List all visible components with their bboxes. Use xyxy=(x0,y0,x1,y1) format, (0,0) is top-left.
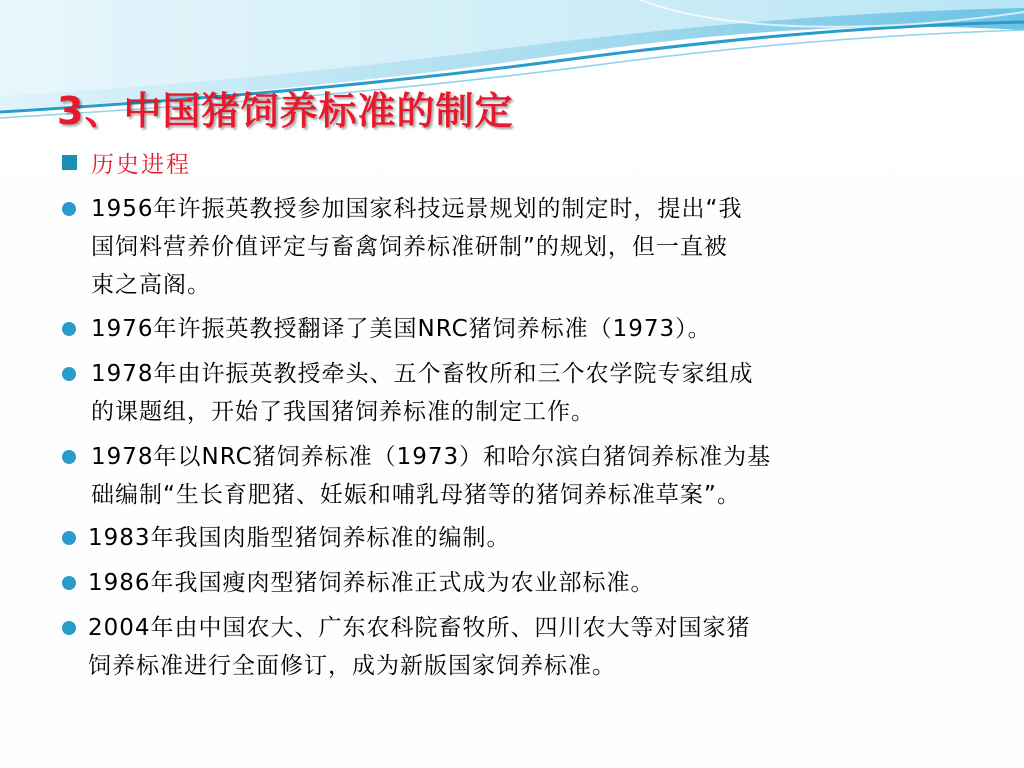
item-line: 饲养标准进行全面修订，成为新版国家饲养标准。 xyxy=(88,653,616,679)
item-line: 的课题组，开始了我国猪饲养标准的制定工作。 xyxy=(91,399,595,425)
square-bullet-icon xyxy=(62,155,77,170)
circle-bullet-icon xyxy=(62,322,76,336)
circle-bullet-icon xyxy=(62,367,76,381)
item-line: 1976年许振英教授翻译了美国NRC猪饲养标准（1973）。 xyxy=(91,316,712,342)
list-item-1986 xyxy=(88,564,960,602)
item-line: 国饲料营养价值评定与畜禽饲养标准研制”的规划，但一直被 xyxy=(91,234,728,260)
item-line: 1986年我国瘦肉型猪饲养标准正式成为农业部标准。 xyxy=(88,570,655,596)
item-line: 1978年以NRC猪饲养标准（1973）和哈尔滨白猪饲养标准为基 xyxy=(91,444,772,470)
circle-bullet-icon xyxy=(62,576,76,590)
item-line: 2004年由中国农大、广东农科院畜牧所、四川农大等对国家猪 xyxy=(88,615,751,641)
circle-bullet-icon xyxy=(62,450,76,464)
item-line: 础编制“生长育肥猪、妊娠和哺乳母猪等的猪饲养标准草案”。 xyxy=(91,482,741,508)
list-item-2004 xyxy=(88,609,960,685)
list-item-1978-b xyxy=(91,438,963,514)
circle-bullet-icon xyxy=(62,531,76,545)
slide-title: 3、中国猪饲养标准的制定 xyxy=(57,89,514,133)
item-line: 束之高阁。 xyxy=(91,272,211,298)
list-item-1976 xyxy=(91,310,963,348)
circle-bullet-icon xyxy=(62,202,76,216)
list-item-1978-a xyxy=(91,355,963,431)
list-item-1956 xyxy=(91,190,963,304)
section-heading: 历史进程 xyxy=(91,152,191,178)
item-line: 1978年由许振英教授牵头、五个畜牧所和三个农学院专家组成 xyxy=(91,361,754,387)
circle-bullet-icon xyxy=(62,621,76,635)
item-line: 1956年许振英教授参加国家科技远景规划的制定时，提出“我 xyxy=(91,196,743,222)
list-item-1983 xyxy=(88,519,960,557)
item-line: 1983年我国肉脂型猪饲养标准的编制。 xyxy=(88,525,511,551)
